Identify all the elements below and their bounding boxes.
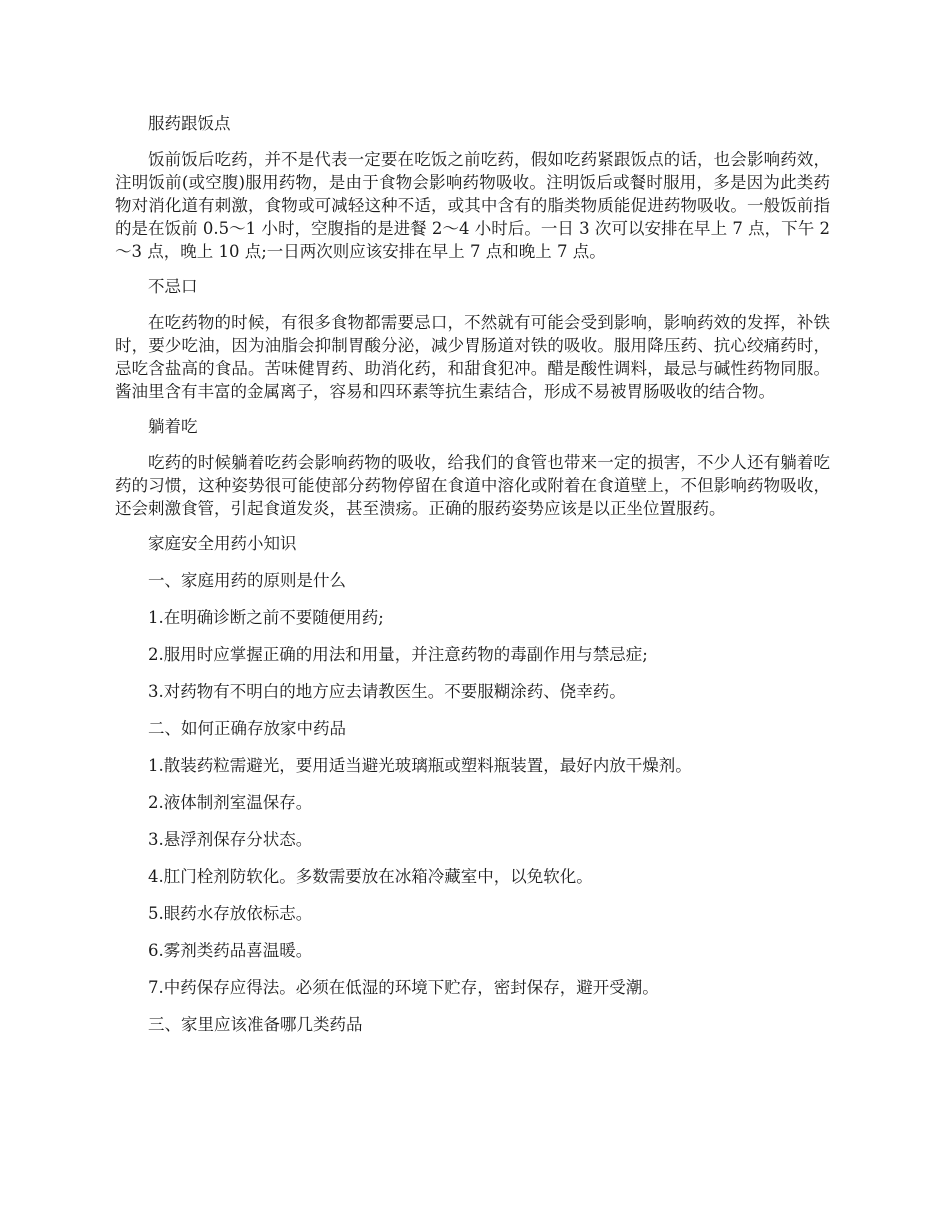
list-item-storage-6: 6.雾剂类药品喜温暖。 bbox=[148, 941, 313, 960]
section-heading-no-food-avoidance: 不忌口 bbox=[148, 277, 198, 296]
list-item-storage-7: 7.中药保存应得法。必须在低湿的环境下贮存，密封保存，避开受潮。 bbox=[148, 978, 659, 997]
paragraph-food-avoidance: 在吃药物的时候，有很多食物都需要忌口，不然就有可能会受到影响，影响药效的发挥，补铁时，要少吃油，因为油脂会抑制胃酸分泌，减少胃肠道对铁的吸收。服用降压药、抗心绞痛药时，忌吃含盐高的食品。苦味健胃药、助消化药，和甜食犯冲。醋是酸性调料，最忌与碱性药物同服。酱油里含有丰富的金属离子，容易和四环素等抗生素结合，形成不易被胃肠吸收的结合物。 bbox=[115, 313, 830, 401]
list-item-storage-4: 4.肛门栓剂防软化。多数需要放在冰箱冷藏室中，以免软化。 bbox=[148, 867, 593, 886]
list-item-storage-2: 2.液体制剂室温保存。 bbox=[148, 793, 313, 812]
section-heading-lying-down: 躺着吃 bbox=[148, 417, 198, 436]
paragraph-lying-down: 吃药的时候躺着吃药会影响药物的吸收，给我们的食管也带来一定的损害，不少人还有躺着吃药的习惯，这种姿势很可能使部分药物停留在食道中溶化或附着在食道壁上，不但影响药物吸收，还会刺激食管，引起食道发炎，甚至溃疡。正确的服药姿势应该是以正坐位置服药。 bbox=[115, 453, 830, 518]
list-item-storage-1: 1.散装药粒需避光，要用适当避光玻璃瓶或塑料瓶装置，最好内放干燥剂。 bbox=[148, 756, 692, 775]
list-item-principle-1: 1.在明确诊断之前不要随便用药; bbox=[148, 608, 384, 627]
paragraph-meal-timing: 饭前饭后吃药，并不是代表一定要在吃饭之前吃药，假如吃药紧跟饭点的话，也会影响药效，注明饭前(或空腹)服用药物，是由于食物会影响药物吸收。注明饭后或餐时服用，多是因为此类药物对消化道有刺激，食物或可减轻这种不适，或其中含有的脂类物质能促进药物吸收。一般饭前指的是在饭前 0.5～1 小时，空腹指的是进餐 2～4 小时后。一日 3 次可以安排在早上 7 点，下午 2～3 点，晚上 10 点;一日两次则应该安排在早上 7 点和晚上 7 点。 bbox=[115, 150, 830, 261]
list-item-storage-5: 5.眼药水存放依标志。 bbox=[148, 904, 313, 923]
list-item-principle-2: 2.服用时应掌握正确的用法和用量，并注意药物的毒副作用与禁忌症; bbox=[148, 645, 648, 664]
section-heading-meal-timing: 服药跟饭点 bbox=[148, 114, 231, 133]
list-item-storage-3: 3.悬浮剂保存分状态。 bbox=[148, 830, 313, 849]
subsection-heading-medicines-to-keep: 三、家里应该准备哪几类药品 bbox=[148, 1015, 363, 1034]
subsection-heading-storage: 二、如何正确存放家中药品 bbox=[148, 719, 346, 738]
document-page bbox=[115, 112, 830, 1036]
list-item-principle-3: 3.对药物有不明白的地方应去请教医生。不要服糊涂药、侥幸药。 bbox=[148, 682, 626, 701]
subsection-heading-principles: 一、家庭用药的原则是什么 bbox=[148, 571, 346, 590]
section-title-home-medication: 家庭安全用药小知识 bbox=[148, 534, 297, 553]
